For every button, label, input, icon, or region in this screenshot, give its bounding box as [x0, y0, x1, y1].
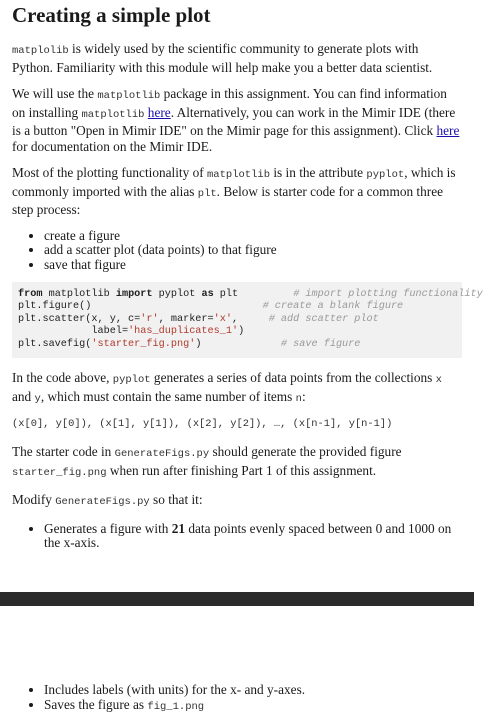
code-text: plt.scatter(x, y, c=: [18, 313, 141, 325]
inline-code: GenerateFigs.py: [55, 496, 150, 509]
inline-code: y: [34, 392, 41, 405]
list-item: • save that figure: [44, 258, 462, 273]
paragraph-text: package in this assignment. You can find information on installing: [12, 86, 447, 120]
document: [12, 0, 483, 561]
paragraph-text: and: [12, 388, 35, 404]
paragraph-text: Modify: [12, 492, 56, 508]
code-text: plt: [213, 289, 239, 300]
paragraph-text: We will use the: [12, 86, 98, 101]
code-string: 'r': [140, 313, 159, 325]
inline-code: plt: [197, 187, 217, 200]
paragraph-text: :: [301, 388, 306, 404]
list-item: • create a figure: [44, 229, 462, 244]
paragraph-text: The starter code in: [12, 444, 115, 460]
code-text: label=: [91, 326, 129, 338]
inline-code: pyplot: [366, 169, 405, 181]
paragraph-text: data points evenly spaced between 0 and 1000 on the x-axis.: [44, 520, 452, 551]
paragraph-text: when run after finishing Part 1 of this assignment.: [106, 462, 377, 478]
list-item: • add a scatter plot (data points) to that figure: [44, 243, 462, 258]
code-text: matplotlib: [42, 289, 116, 300]
paragraph-text: , which is commonly imported with the alias: [12, 165, 456, 199]
inline-code: fig_1.png: [147, 700, 205, 713]
paragraph-text: . Below is starter code for a common three step process:: [12, 183, 444, 217]
code-keyword: as: [201, 289, 214, 300]
page-title: Creating a simple plot: [12, 3, 211, 27]
code-string: 'has_duplicates_1': [128, 326, 239, 338]
code-block: [12, 282, 483, 358]
document-continued: [12, 683, 462, 714]
inline-code: n: [295, 392, 302, 405]
page-divider-bar: [0, 592, 474, 606]
inline-code: pyplot: [112, 374, 151, 387]
paragraph-text: Most of the plotting functionality of: [12, 165, 207, 180]
requirements-list-continued: [12, 683, 462, 714]
paragraph-text: In the code above,: [12, 370, 113, 386]
paragraph-text: should generate the provided figure: [209, 444, 402, 460]
code-text: ,: [232, 313, 239, 325]
code-text: ): [238, 326, 245, 338]
data-point-tuples: (x[0], y[0]), (x[1], y[1]), (x[2], y[2]), …, (x[n-1], y[n-1]): [12, 418, 393, 431]
paragraph-text: for documentation on the Mimir IDE.: [12, 138, 213, 154]
mimir-docs-link[interactable]: here: [436, 123, 460, 138]
inline-code: matplotlib: [207, 169, 271, 181]
requirements-list: [12, 522, 462, 551]
inline-code: starter_fig.png: [12, 466, 107, 479]
code-text: , marker=: [158, 313, 214, 325]
code-keyword: import: [115, 289, 153, 300]
install-paragraph: [12, 86, 462, 154]
paragraph-text: so that it:: [149, 492, 203, 508]
list-item: • Includes labels (with units) for the x- and y-axes.: [44, 683, 462, 698]
code-text: pyplot: [152, 289, 202, 300]
code-string: 'x': [213, 313, 232, 325]
pyplot-paragraph: [12, 165, 462, 218]
inline-code: GenerateFigs.py: [114, 448, 210, 461]
paragraph-text: , which must contain the same number of items: [40, 388, 296, 404]
starter-paragraph: [12, 444, 462, 481]
code-comment: # import plotting functionality: [293, 289, 483, 300]
code-string: 'starter_fig.png': [91, 338, 196, 350]
intro-paragraph: [12, 41, 462, 75]
collections-paragraph: [12, 370, 462, 407]
inline-code: matplotlib: [97, 90, 161, 102]
bold-number: 21: [171, 520, 186, 536]
inline-code: matplolib: [12, 45, 69, 57]
install-link[interactable]: here: [147, 104, 171, 120]
code-keyword: from: [18, 289, 43, 300]
list-item: [44, 522, 462, 551]
paragraph-text: Generates a figure with: [44, 520, 172, 536]
paragraph-text: . Alternatively, you can work in the Mimir IDE (there is a button "Open in Mimir IDE" on the Mimir page for this assignment). Click: [12, 104, 456, 138]
code-comment: # create a blank figure: [262, 301, 404, 313]
list-item: [44, 698, 462, 715]
paragraph-text: is widely used by the scientific community to generate plots with Python. Familiarity with this module will help make you a better data scientist.: [12, 41, 433, 75]
code-text: plt.savefig(: [18, 338, 92, 350]
steps-list: [12, 229, 462, 273]
paragraph-text: is in the attribute: [270, 165, 367, 180]
code-comment: # save figure: [280, 338, 361, 350]
modify-paragraph: [12, 492, 462, 511]
paragraph-text: generates a series of data points from the collections: [150, 370, 436, 386]
inline-code: x: [435, 374, 442, 387]
code-text: ): [195, 338, 202, 350]
paragraph-text: Saves the figure as: [44, 696, 148, 712]
code-text: plt.figure(): [18, 301, 92, 313]
code-comment: # add scatter plot: [268, 313, 379, 325]
inline-code: matplotlib: [81, 108, 145, 121]
